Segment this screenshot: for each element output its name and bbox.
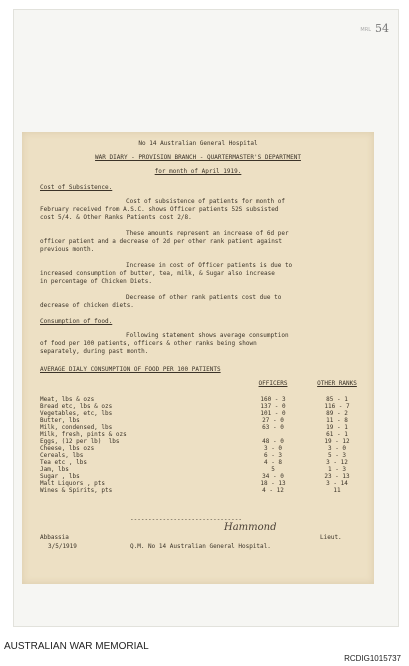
- row-item: Wines & Spirits, pts: [40, 487, 113, 494]
- row-other-ranks: 85 - 1: [326, 396, 348, 403]
- row-item: Cheese, lbs ozs: [40, 445, 95, 452]
- row-item: Eggs, (12 per lb) lbs: [40, 438, 120, 445]
- table-row: [40, 459, 370, 466]
- subsistence-p4-line2: decrease of chicken diets.: [40, 302, 134, 309]
- row-officers: 18 - 13: [260, 480, 286, 487]
- row-officers: 63 - 0: [262, 424, 284, 431]
- diary-title: WAR DIARY - PROVISION BRANCH - QUARTERMASTER'S DEPARTMENT: [95, 154, 301, 161]
- table-row: [40, 424, 370, 431]
- signature-divider: -------------------------------: [130, 516, 242, 523]
- subsistence-p1-line1: Cost of subsistence of patients for month of: [126, 198, 285, 205]
- subsistence-p3-line3: in percentage of Chicken Diets.: [40, 278, 152, 285]
- table-row: [40, 403, 370, 410]
- row-other-ranks: 3 - 14: [326, 480, 348, 487]
- consumption-heading: Consumption of food.: [40, 318, 113, 325]
- subsistence-p2-line2: officer patient and a decrease of 2d per other rank patient against: [40, 238, 283, 245]
- row-other-ranks: 3 - 0: [327, 445, 347, 452]
- table-row: [40, 417, 370, 424]
- signature-unit: Q.M. No 14 Australian General Hospital.: [130, 543, 271, 550]
- folio-stamp: MRL: [360, 27, 371, 33]
- table-row: [40, 445, 370, 452]
- row-officers: 4 - 8: [263, 459, 283, 466]
- signature-place: Abbassia: [40, 534, 69, 541]
- row-other-ranks: 23 - 13: [324, 473, 350, 480]
- table-row: [40, 452, 370, 459]
- row-item: Sugar , lbs: [40, 473, 80, 480]
- row-item: Cereals, lbs: [40, 452, 84, 459]
- consumption-p1-line3: separately, during past month.: [40, 348, 149, 355]
- row-item: Bread etc, lbs & ozs: [40, 403, 113, 410]
- consumption-p1-line1: Following statement shows average consumption: [126, 332, 289, 339]
- diary-period: for month of April 1919.: [154, 168, 242, 175]
- row-other-ranks: 1 - 3: [327, 466, 347, 473]
- row-other-ranks: 116 - 7: [324, 403, 350, 410]
- table-row: [40, 466, 370, 473]
- subsistence-p2-line1: These amounts represent an increase of 6d per: [126, 230, 289, 237]
- row-officers: 4 - 12: [262, 487, 284, 494]
- folio-number: 54: [375, 22, 389, 35]
- row-officers: 6 - 3: [263, 452, 283, 459]
- signature-mark: Hammond: [224, 522, 277, 533]
- row-officers: 137 - 0: [260, 403, 286, 410]
- row-other-ranks: 11 - 8: [326, 417, 348, 424]
- row-officers: 27 - 0: [262, 417, 284, 424]
- row-other-ranks: 19 - 1: [326, 424, 348, 431]
- document-sheet: [22, 132, 374, 584]
- row-item: Milk, fresh, pints & ozs: [40, 431, 127, 438]
- subsistence-p2-line3: previous month.: [40, 246, 95, 253]
- col-header-officers: OFFICERS: [258, 380, 288, 387]
- row-item: Milk, condensed, lbs: [40, 424, 113, 431]
- row-item: Malt Liquors , pts: [40, 480, 106, 487]
- row-officers: 34 - 0: [262, 473, 284, 480]
- col-header-other-ranks: OTHER RANKS: [317, 380, 357, 387]
- table-row: [40, 396, 370, 403]
- row-other-ranks: 5 - 3: [327, 452, 347, 459]
- subsistence-p1-line3: cost 5/4. & Other Ranks Patients cost 2/8.: [40, 214, 192, 221]
- table-title: AVERAGE DIALY CONSUMPTION OF FOOD PER 100 PATIENTS: [40, 366, 221, 373]
- table-row: [40, 410, 370, 417]
- row-item: Vegetables, etc, lbs: [40, 410, 113, 417]
- consumption-p1-line2: of food per 100 patients, officers & other ranks being shown: [40, 340, 257, 347]
- subsistence-p1-line2: February received from A.S.C. shows Officer patients 52S subsisted: [40, 206, 279, 213]
- row-other-ranks: 19 - 12: [324, 438, 350, 445]
- row-item: Tea etc , lbs: [40, 459, 87, 466]
- record-reference: RCDIG1015737: [344, 654, 401, 663]
- row-other-ranks: 89 - 2: [326, 410, 348, 417]
- subsistence-heading: Cost of Subsistence.: [40, 184, 113, 191]
- row-officers: 160 - 3: [260, 396, 286, 403]
- row-other-ranks: 3 - 12: [326, 459, 348, 466]
- row-other-ranks: 11: [333, 487, 341, 494]
- subsistence-p3-line2: increased consumption of butter, tea, milk, & Sugar also increase: [40, 270, 275, 277]
- signature-rank: Lieut.: [320, 534, 342, 541]
- row-other-ranks: 61 - 1: [326, 431, 348, 438]
- signature-date: 3/5/1919: [48, 543, 77, 550]
- institution-label: AUSTRALIAN WAR MEMORIAL: [4, 641, 149, 652]
- row-officers: 101 - 0: [260, 410, 286, 417]
- table-row: [40, 480, 370, 487]
- table-row: [40, 487, 370, 494]
- hospital-name: No 14 Australian General Hospital: [138, 140, 258, 147]
- row-officers: 3 - 0: [263, 445, 283, 452]
- row-officers: 48 - 0: [262, 438, 284, 445]
- subsistence-p4-line1: Decrease of other rank patients cost due to: [126, 294, 282, 301]
- row-item: Meat, lbs & ozs: [40, 396, 95, 403]
- row-officers: 5: [271, 466, 275, 473]
- subsistence-p3-line1: Increase in cost of Officer patients is due to: [126, 262, 293, 269]
- row-item: Butter, lbs: [40, 417, 80, 424]
- row-item: Jam, lbs: [40, 466, 69, 473]
- table-row: [40, 473, 370, 480]
- table-row: [40, 431, 370, 438]
- table-row: [40, 438, 370, 445]
